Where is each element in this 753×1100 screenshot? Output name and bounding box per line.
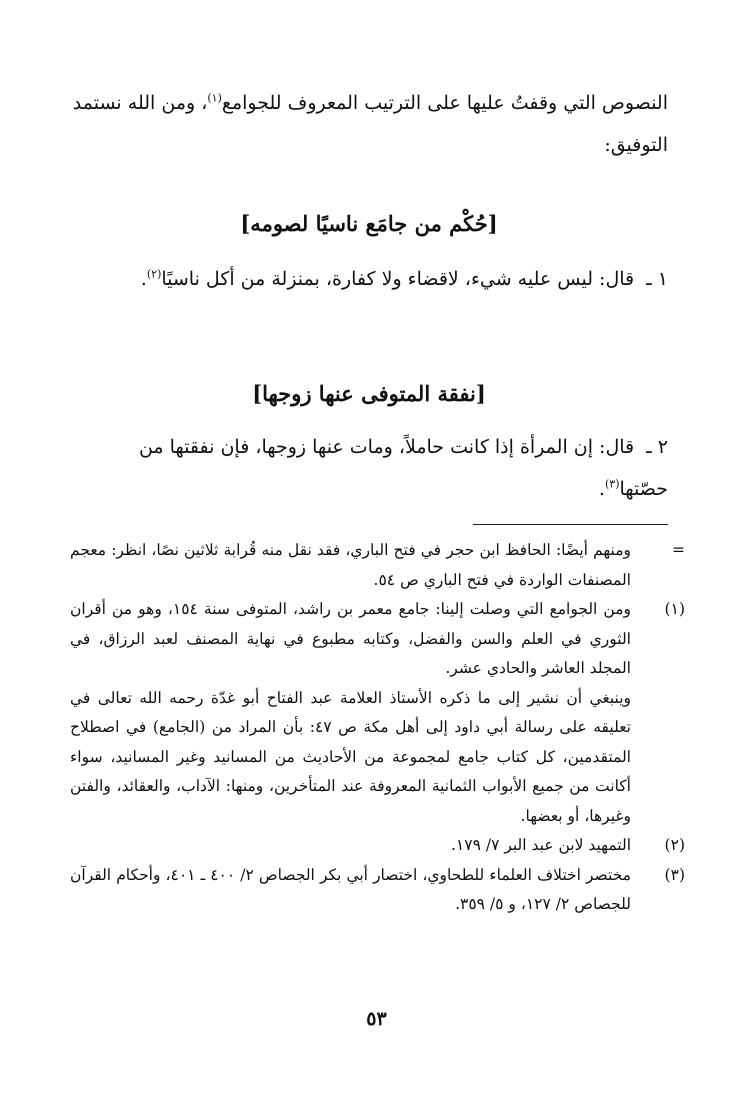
section-heading-2: [نفقة المتوفى عنها زوجها] [252,381,486,406]
page-number: ٥٣ [366,1008,387,1030]
footnote-1 [70,595,685,684]
item-1: ١ ـ قال: ليس عليه شيء، لاقضاء ولا كفارة، بمنزلة من أكل ناسيًا$^{(٢)}$. [140,267,668,290]
footnote-marker: (٣) [664,865,685,884]
footnote-text: ومن الجوامع التي وصلت إلينا: جامع معمر بن راشد، المتوفى سنة ١٥٤، وهو من أقران الثوري في العلم والسن والفضل، وكتابه مطبوع في نهاية المصنف لعبد الرزاق، في المجلد العاشر والحادي عشر. [70,600,631,677]
footnote-3 [70,861,685,920]
footnotes [70,536,685,920]
footnote-text: ومنهم أيضًا: الحافظ ابن حجر في فتح الباري، فقد نقل منه قُرابة ثلاثين نصًا، انظر: معجم المصنفات الواردة في فتح الباري ص ٥٤. [70,541,631,589]
footnote-marker: (٢) [664,836,685,854]
continuation-marker: = [672,541,685,559]
footnote-separator [473,524,668,525]
item-text: قال: إن المرأة إذا كانت حاملاً، ومات عنها زوجها، فإن نفقتها من حصّتها [138,436,668,500]
intro-text: النصوص التي وقفتُ عليها على الترتيب المعروف للجوامع$^{(١)}$، ومن الله نستمد التوفيق: [72,91,668,156]
item-text: قال: ليس عليه شيء، لاقضاء ولا كفارة، بمنزلة من أكل ناسيًا [161,268,635,290]
intro-paragraph [70,82,668,166]
footnote-text: التمهيد لابن عبد البر ٧/ ١٧٩. [450,836,631,854]
item-number: ١ ـ [646,268,668,290]
footnote-marker: (١) [664,600,685,618]
section-heading-1: [حُكْم من جامَع ناسيًا لصومه] [240,211,498,236]
footnote-text: مختصر اختلاف العلماء للطحاوي، اختصار أبي بكر الجصاص ٢/ ٤٠٠ ـ ٤٠١، وأحكام القرآن للجصاص ٢/ ١٢٧، و ٥/ ٣٥٩. [70,865,631,913]
footnote-continuation [70,536,685,595]
footnote-ref-3[interactable]: (٣) [604,477,620,491]
item-2: ٢ ـ قال: إن المرأة إذا كانت حاملاً، ومات عنها زوجها، فإن نفقتها من حصّتها$^{(٣)}$. [138,436,668,500]
footnote-2 [70,831,685,861]
item-number: ٢ ـ [646,436,668,458]
footnote-ref-2[interactable]: (٢) [146,267,162,281]
footnote-ref-1[interactable]: (١) [207,91,222,105]
footnote-1-continuation: وينبغي أن نشير إلى ما ذكره الأستاذ العلامة عبد الفتاح أبو غدّة رحمه الله تعالى في تعليقه على رسالة أبي داود إلى أهل مكة ص ٤٧: بأن المراد من (الجامع) في اصطلاح المتقدمين، كل كتاب جامع لمجموعة من الأحاديث من المسانيد وغير المسانيد، سواء أكانت من جميع الأبواب الثمانية المعروفة عند المتأخرين، ومنها: الآداب، والعقائد، والفتن وغيرها، أو بعضها. [70,688,631,825]
